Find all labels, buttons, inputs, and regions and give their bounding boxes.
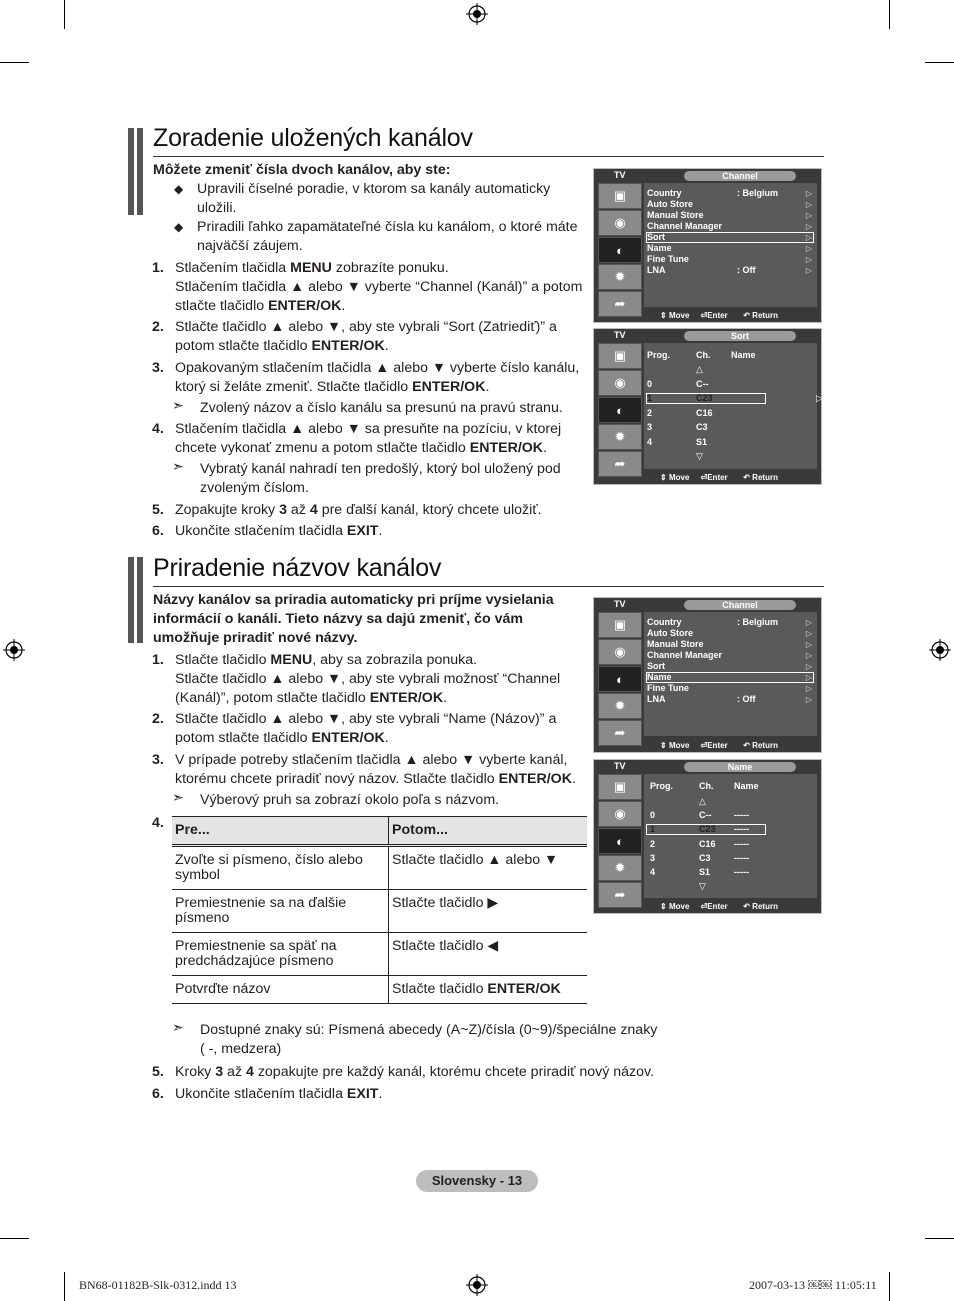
crop-mark bbox=[0, 62, 29, 63]
step-text: V prípade potreby stlačením tlačidla ▲ alebo ▼ vyberte kanál, ktorému chcete priradiť nový názov. Stlačte tlačidlo ENTER/OK. bbox=[175, 752, 576, 787]
return-icon: ↶ bbox=[743, 311, 750, 320]
page-number-badge: Slovensky - 13 bbox=[416, 1170, 538, 1192]
crop-mark bbox=[889, 1272, 890, 1301]
table-row[interactable]: 1 C23 ----- bbox=[650, 824, 749, 834]
menu-item-auto-store[interactable]: Auto Store ▷ bbox=[647, 199, 812, 209]
channel-icon: ◐ bbox=[598, 666, 642, 692]
osd-tv-label: TV bbox=[614, 170, 626, 180]
osd-sidebar bbox=[598, 774, 642, 909]
section-marker bbox=[128, 557, 143, 643]
table-cell: Stlačte tlačidlo ◀ bbox=[389, 933, 588, 976]
picture-icon: ▣ bbox=[598, 343, 642, 369]
table-row[interactable]: 2 C16 bbox=[647, 408, 713, 418]
table-cell: Potvrďte názov bbox=[172, 976, 389, 1004]
step-number: 2. bbox=[152, 319, 164, 335]
note-text: Zvolený názov a číslo kanálu sa presunú na pravú stranu. bbox=[200, 400, 563, 416]
table-cell: Stlačte tlačidlo ENTER/OK bbox=[389, 976, 588, 1004]
note-text: Výberový pruh sa zobrazí okolo poľa s názvom. bbox=[200, 792, 500, 808]
osd-tv-label: TV bbox=[614, 599, 626, 609]
step-text: Stlačením tlačidla MENU zobrazíte ponuku. Stlačením tlačidla ▲ alebo ▼ vyberte “Channel (Kanál)” a potom stlačte tlačidlo ENTER/OK. bbox=[175, 260, 583, 314]
table-cell: Premiestnenie sa späť na predchádzajúce písmeno bbox=[172, 933, 389, 976]
input-icon: ➦ bbox=[598, 291, 642, 317]
note-arrow-icon: ➣ bbox=[172, 789, 184, 805]
column-header-name: Name bbox=[731, 350, 756, 360]
crop-mark bbox=[0, 1238, 29, 1239]
intro-text: Môžete zmeniť čísla dvoch kanálov, aby ste: bbox=[153, 162, 451, 178]
sound-icon: ◉ bbox=[598, 210, 642, 236]
step-number: 6. bbox=[152, 523, 164, 539]
table-row[interactable]: 2 C16 ----- bbox=[650, 839, 749, 849]
channel-icon: ◐ bbox=[598, 237, 642, 263]
return-icon: ↶ bbox=[743, 902, 750, 911]
table-row[interactable]: 3 C3 ----- bbox=[650, 853, 749, 863]
scroll-down-icon[interactable]: ▽ bbox=[696, 451, 703, 461]
osd-sidebar bbox=[598, 343, 642, 478]
step-number: 3. bbox=[152, 752, 164, 768]
note-arrow-icon: ➣ bbox=[172, 458, 184, 474]
menu-item-sort[interactable]: Sort ▷ bbox=[647, 232, 812, 242]
step-number: 3. bbox=[152, 360, 164, 376]
menu-item-fine-tune[interactable]: Fine Tune ▷ bbox=[647, 683, 812, 693]
table-row[interactable]: 0 C-- ----- bbox=[650, 810, 749, 820]
table-row bbox=[172, 976, 587, 1004]
enter-icon: ⏎ bbox=[700, 311, 708, 320]
registration-mark-icon bbox=[466, 1274, 488, 1296]
menu-item-country[interactable]: Country : Belgium ▷ bbox=[647, 617, 812, 627]
bullet-text: Upravili číselné poradie, v ktorom sa kanály automaticky uložili. bbox=[197, 181, 551, 216]
osd-tv-label: TV bbox=[614, 761, 626, 771]
column-header-ch: Ch. bbox=[696, 350, 711, 360]
enter-icon: ⏎ bbox=[700, 741, 708, 750]
osd-title: Channel bbox=[684, 171, 796, 181]
input-icon: ➦ bbox=[598, 451, 642, 477]
menu-item-country[interactable]: Country : Belgium ▷ bbox=[647, 188, 812, 198]
key-actions-table bbox=[172, 816, 587, 1004]
move-right-icon: ▷ bbox=[816, 393, 823, 403]
table-cell: Zvoľte si písmeno, číslo alebo symbol bbox=[172, 846, 389, 890]
step-text: Stlačte tlačidlo ▲ alebo ▼, aby ste vybrali “Name (Názov)” a potom stlačte tlačidlo ENTER/OK. bbox=[175, 711, 557, 746]
menu-item-auto-store[interactable]: Auto Store ▷ bbox=[647, 628, 812, 638]
osd-sidebar bbox=[598, 183, 642, 318]
step-number: 2. bbox=[152, 711, 164, 727]
step-text: Ukončite stlačením tlačidla EXIT. bbox=[175, 1086, 383, 1102]
osd-sidebar bbox=[598, 612, 642, 747]
osd-panel bbox=[644, 343, 823, 469]
setup-icon: ✹ bbox=[598, 264, 642, 290]
table-header-cell: Potom... bbox=[389, 817, 588, 846]
osd-channel-menu bbox=[593, 597, 822, 753]
step-number: 4. bbox=[152, 815, 164, 831]
menu-item-fine-tune[interactable]: Fine Tune ▷ bbox=[647, 254, 812, 264]
menu-item-channel-manager[interactable]: Channel Manager ▷ bbox=[647, 221, 812, 231]
column-header-name: Name bbox=[734, 781, 759, 791]
sound-icon: ◉ bbox=[598, 370, 642, 396]
osd-panel bbox=[644, 612, 817, 736]
table-header-cell: Pre... bbox=[172, 817, 389, 846]
sound-icon: ◉ bbox=[598, 639, 642, 665]
table-row[interactable]: 3 C3 bbox=[647, 422, 708, 432]
step-text: Kroky 3 až 4 zopakujte pre každý kanál, ktorému chcete priradiť nový názov. bbox=[175, 1064, 655, 1080]
picture-icon: ▣ bbox=[598, 774, 642, 800]
column-header-ch: Ch. bbox=[699, 781, 714, 791]
osd-sort-menu bbox=[593, 328, 822, 485]
column-header-prog: Prog. bbox=[650, 781, 674, 791]
table-row bbox=[172, 933, 587, 976]
picture-icon: ▣ bbox=[598, 183, 642, 209]
title-underline bbox=[153, 586, 824, 587]
table-row[interactable]: 4 S1 ----- bbox=[650, 867, 749, 877]
bullet-icon: ◆ bbox=[174, 220, 184, 234]
move-icon: ⇕ bbox=[660, 902, 667, 911]
step-text: Stlačte tlačidlo MENU, aby sa zobrazila ponuka. Stlačte tlačidlo ▲ alebo ▼, aby ste vybrali možnosť “Channel (Kanál)”, potom stlačte tlačidlo ENTER/OK. bbox=[175, 652, 561, 706]
table-cell: Premiestnenie sa na ďalšie písmeno bbox=[172, 890, 389, 933]
table-cell: Stlačte tlačidlo ▶ bbox=[389, 890, 588, 933]
column-header-prog: Prog. bbox=[647, 350, 671, 360]
table-row bbox=[172, 890, 587, 933]
move-icon: ⇕ bbox=[660, 473, 667, 482]
step-text: Opakovaným stlačením tlačidla ▲ alebo ▼ vyberte číslo kanálu, ktorý si želáte zmeniť. Stlačte tlačidlo ENTER/OK. bbox=[175, 360, 580, 395]
picture-icon: ▣ bbox=[598, 612, 642, 638]
osd-name-menu bbox=[593, 759, 822, 914]
table-row bbox=[172, 846, 587, 890]
input-icon: ➦ bbox=[598, 720, 642, 746]
note-arrow-icon: ➣ bbox=[172, 397, 184, 413]
note-arrow-icon: ➣ bbox=[172, 1019, 184, 1035]
title-underline bbox=[153, 156, 824, 157]
menu-item-name[interactable]: Name ▷ bbox=[647, 243, 812, 253]
scroll-up-icon[interactable]: △ bbox=[699, 796, 706, 806]
return-icon: ↶ bbox=[743, 741, 750, 750]
section-title: Zoradenie uložených kanálov bbox=[153, 124, 473, 152]
table-header-row bbox=[172, 817, 587, 846]
crop-mark bbox=[925, 1238, 954, 1239]
osd-title: Sort bbox=[684, 331, 796, 341]
step-number: 5. bbox=[152, 1064, 164, 1080]
sound-icon: ◉ bbox=[598, 801, 642, 827]
setup-icon: ✹ bbox=[598, 424, 642, 450]
menu-item-lna[interactable]: LNA : Off ▷ bbox=[647, 265, 812, 275]
move-icon: ⇕ bbox=[660, 311, 667, 320]
step-number: 1. bbox=[152, 260, 164, 276]
bullet-icon: ◆ bbox=[174, 182, 184, 196]
menu-item-channel-manager[interactable]: Channel Manager ▷ bbox=[647, 650, 812, 660]
step-number: 5. bbox=[152, 502, 164, 518]
step-text: Zopakujte kroky 3 až 4 pre ďalší kanál, ktorý chcete uložiť. bbox=[175, 502, 542, 518]
crop-mark bbox=[889, 0, 890, 29]
print-footer-date: 2007-03-13 ￼￼ 11:05:11 bbox=[749, 1278, 877, 1292]
note-text: Vybratý kanál nahradí ten predošlý, ktorý bol uložený pod zvoleným číslom. bbox=[200, 461, 561, 496]
intro-text: Názvy kanálov sa priradia automaticky pri príjme vysielania informácií o kanáli. Tieto názvy sa dajú zmeniť, čo vám umožňuje priradiť nové názvy. bbox=[153, 592, 554, 646]
input-icon: ➦ bbox=[598, 882, 642, 908]
crop-mark bbox=[925, 62, 954, 63]
osd-footer: ⇕ Move ⏎Enter ↶ Return bbox=[660, 473, 778, 482]
step-number: 6. bbox=[152, 1086, 164, 1102]
table-row[interactable]: 4 S1 bbox=[647, 437, 708, 447]
osd-footer: ⇕ Move ⏎Enter ↶ Return bbox=[660, 902, 778, 911]
menu-item-sort[interactable]: Sort ▷ bbox=[647, 661, 812, 671]
enter-icon: ⏎ bbox=[700, 902, 708, 911]
bullet-text: Priradili ľahko zapamätateľné čísla ku kanálom, o ktoré máte najväčší záujem. bbox=[197, 219, 578, 254]
step-text: Stlačením tlačidla ▲ alebo ▼ sa presuňte na pozíciu, v ktorej chcete vykonať zmenu a potom stlačte tlačidlo ENTER/OK. bbox=[175, 421, 562, 456]
enter-icon: ⏎ bbox=[700, 473, 708, 482]
setup-icon: ✹ bbox=[598, 855, 642, 881]
osd-footer: ⇕ Move ⏎Enter ↶ Return bbox=[660, 311, 778, 320]
scroll-up-icon[interactable]: △ bbox=[696, 364, 703, 374]
osd-title: Name bbox=[684, 762, 796, 772]
setup-icon: ✹ bbox=[598, 693, 642, 719]
step-text: Stlačte tlačidlo ▲ alebo ▼, aby ste vybrali “Sort (Zatriediť)” a potom stlačte tlačidlo ENTER/OK. bbox=[175, 319, 557, 354]
crop-mark bbox=[64, 0, 65, 29]
step-number: 4. bbox=[152, 421, 164, 437]
section-marker bbox=[128, 128, 143, 215]
registration-mark-icon bbox=[929, 639, 951, 661]
table-row[interactable]: 0 C-- bbox=[647, 379, 709, 389]
channel-icon: ◐ bbox=[598, 397, 642, 423]
note-text: Dostupné znaky sú: Písmená abecedy (A~Z)/čísla (0~9)/špeciálne znaky ( -, medzera) bbox=[200, 1022, 658, 1057]
menu-item-manual-store[interactable]: Manual Store ▷ bbox=[647, 639, 812, 649]
menu-item-manual-store[interactable]: Manual Store ▷ bbox=[647, 210, 812, 220]
move-icon: ⇕ bbox=[660, 741, 667, 750]
table-row[interactable]: 1 C23 bbox=[647, 393, 713, 403]
menu-item-name[interactable]: Name ▷ bbox=[647, 672, 812, 682]
return-icon: ↶ bbox=[743, 473, 750, 482]
crop-mark bbox=[64, 1272, 65, 1301]
osd-panel bbox=[644, 183, 817, 307]
step-text: Ukončite stlačením tlačidla EXIT. bbox=[175, 523, 383, 539]
step-number: 1. bbox=[152, 652, 164, 668]
osd-title: Channel bbox=[684, 600, 796, 610]
registration-mark-icon bbox=[3, 639, 25, 661]
osd-channel-menu bbox=[593, 168, 822, 323]
osd-panel bbox=[644, 774, 817, 898]
scroll-down-icon[interactable]: ▽ bbox=[699, 881, 706, 891]
osd-footer: ⇕ Move ⏎Enter ↶ Return bbox=[660, 741, 778, 750]
channel-icon: ◐ bbox=[598, 828, 642, 854]
registration-mark-icon bbox=[466, 3, 488, 25]
osd-tv-label: TV bbox=[614, 330, 626, 340]
print-footer-file: BN68-01182B-Slk-0312.indd 13 bbox=[79, 1278, 237, 1292]
table-cell: Stlačte tlačidlo ▲ alebo ▼ bbox=[389, 846, 588, 890]
menu-item-lna[interactable]: LNA : Off ▷ bbox=[647, 694, 812, 704]
section-title: Priradenie názvov kanálov bbox=[153, 554, 442, 582]
